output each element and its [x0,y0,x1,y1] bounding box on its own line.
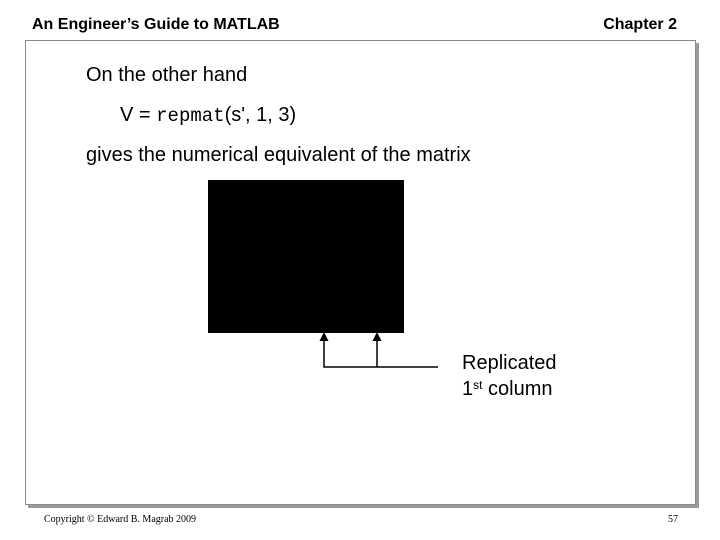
chapter-label: Chapter 2 [603,16,677,33]
code-prefix: V = [120,104,157,126]
code-function: repmat [156,105,225,127]
annotation-line-1: Replicated [462,352,557,374]
annotation-line-2 [462,378,553,401]
arrow-head-left [320,332,329,341]
arrow-head-right [373,332,382,341]
copyright-text: Copyright © Edward B. Magrab 2009 [44,514,197,525]
pointer-line [324,338,438,367]
intro-text: On the other hand [86,64,248,86]
slide-header-title: An Engineer’s Guide to MATLAB [32,16,280,33]
matrix-image [208,180,404,333]
code-line [120,104,296,127]
code-args: (s', 1, 3) [224,104,297,126]
annotation-superscript: st [473,378,483,392]
annotation-word: column [482,378,553,400]
description-text: gives the numerical equivalent of the matrix [86,144,471,166]
page-number: 57 [668,514,678,525]
annotation-number: 1 [462,378,474,400]
